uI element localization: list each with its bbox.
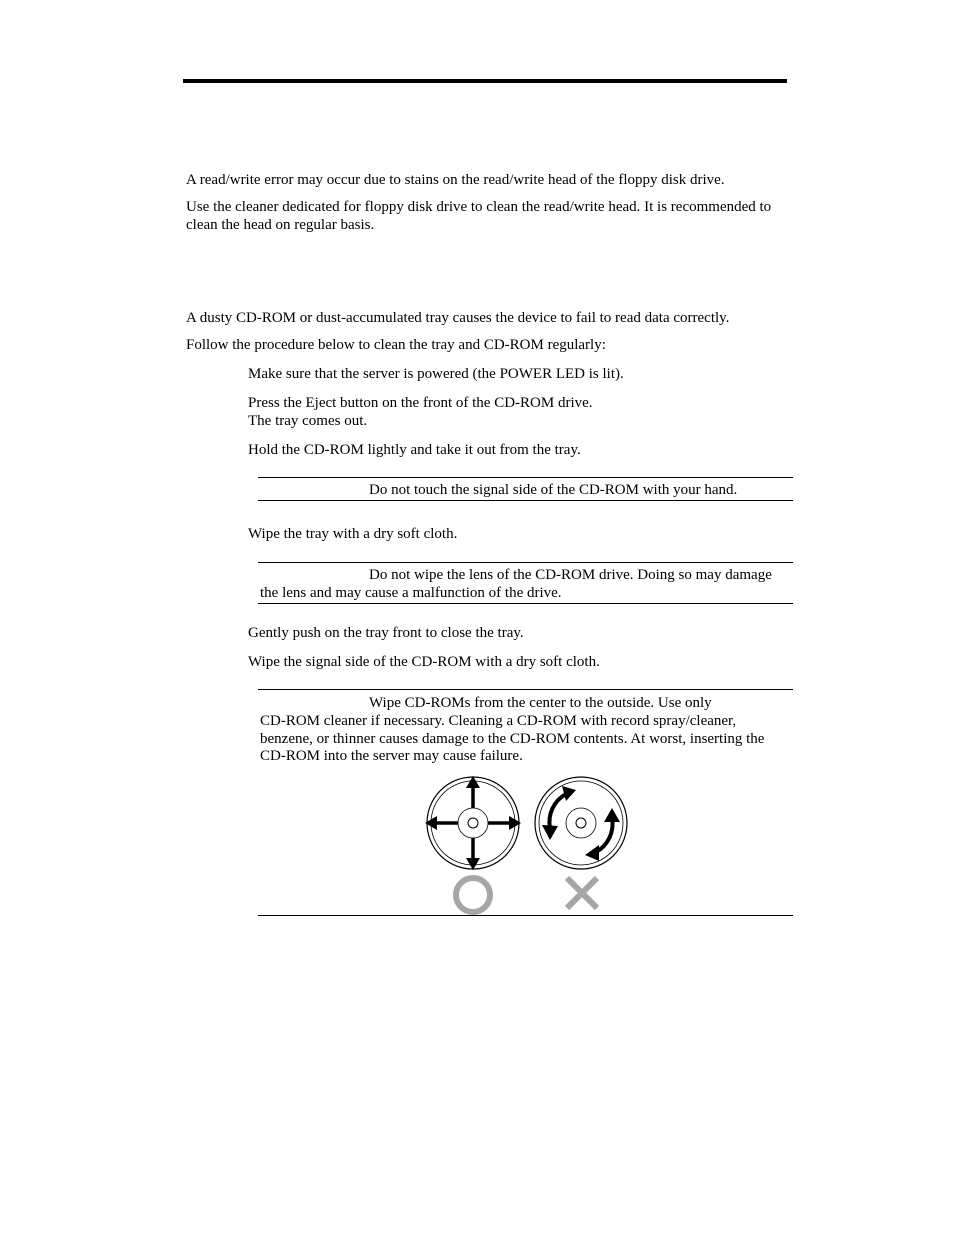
step-6: Wipe the signal side of the CD-ROM with a dry soft cloth. (248, 654, 600, 670)
arrow-upper-left-arc (549, 794, 566, 828)
cdrom-paragraph-1: A dusty CD-ROM or dust-accumulated tray causes the device to fail to read data correctly. (186, 310, 730, 326)
cd-circular-wipe-figure (530, 772, 634, 876)
note-3-bottom-rule (258, 915, 793, 916)
note-3-line-4: CD-ROM into the server may cause failure. (260, 748, 523, 764)
cd-center-hole (468, 818, 478, 828)
floppy-paragraph-2-line-1: Use the cleaner dedicated for floppy disk drive to clean the read/write head. It is recommended to (186, 199, 772, 215)
note-1-text: Do not touch the signal side of the CD-ROM with your hand. (369, 482, 738, 498)
circular-arrows (549, 794, 612, 852)
cd-radial-wipe-figure (420, 772, 530, 876)
radial-arrows (425, 776, 521, 870)
cd-hub-ring (458, 808, 488, 838)
cd-hub-ring (566, 808, 596, 838)
note-3-line-3: benzene, or thinner causes damage to the CD-ROM contents. At worst, inserting the (260, 731, 765, 747)
step-1: Make sure that the server is powered (the POWER LED is lit). (248, 366, 624, 382)
step-3: Hold the CD-ROM lightly and take it out from the tray. (248, 442, 581, 458)
note-2-line-1: Do not wipe the lens of the CD-ROM drive. Doing so may damage (369, 567, 772, 583)
step-5: Gently push on the tray front to close the tray. (248, 625, 524, 641)
note-3-top-rule (258, 689, 793, 690)
circular-arrow-heads (542, 786, 620, 861)
arrow-left-head (542, 825, 558, 840)
arrow-lower-head (585, 845, 599, 861)
step-2-line-2: The tray comes out. (248, 413, 368, 429)
floppy-paragraph-1: A read/write error may occur due to stains on the read/write head of the floppy disk drive. (186, 172, 725, 188)
step-2-line-1: Press the Eject button on the front of the CD-ROM drive. (248, 395, 593, 411)
step-4: Wipe the tray with a dry soft cloth. (248, 526, 458, 542)
note-2-line-2: the lens and may cause a malfunction of the drive. (260, 585, 562, 601)
circle-correct-icon (451, 873, 495, 917)
note-1-bottom-rule (258, 500, 793, 501)
note-2-bottom-rule (258, 603, 793, 604)
arrow-upper-head (562, 786, 576, 801)
arrow-right-head (604, 808, 620, 822)
floppy-paragraph-2-line-2: clean the head on regular basis. (186, 217, 375, 233)
header-rule (183, 79, 787, 83)
cross-wrong-icon (562, 873, 602, 913)
note-3-line-2: CD-ROM cleaner if necessary. Cleaning a CD-ROM with record spray/cleaner, (260, 713, 737, 729)
note-2-top-rule (258, 562, 793, 563)
note-3-line-1: Wipe CD-ROMs from the center to the outside. Use only (369, 695, 712, 711)
cd-center-hole (576, 818, 586, 828)
cdrom-paragraph-2: Follow the procedure below to clean the tray and CD-ROM regularly: (186, 337, 606, 353)
cd-inner-edge (539, 781, 623, 865)
note-1-top-rule (258, 477, 793, 478)
